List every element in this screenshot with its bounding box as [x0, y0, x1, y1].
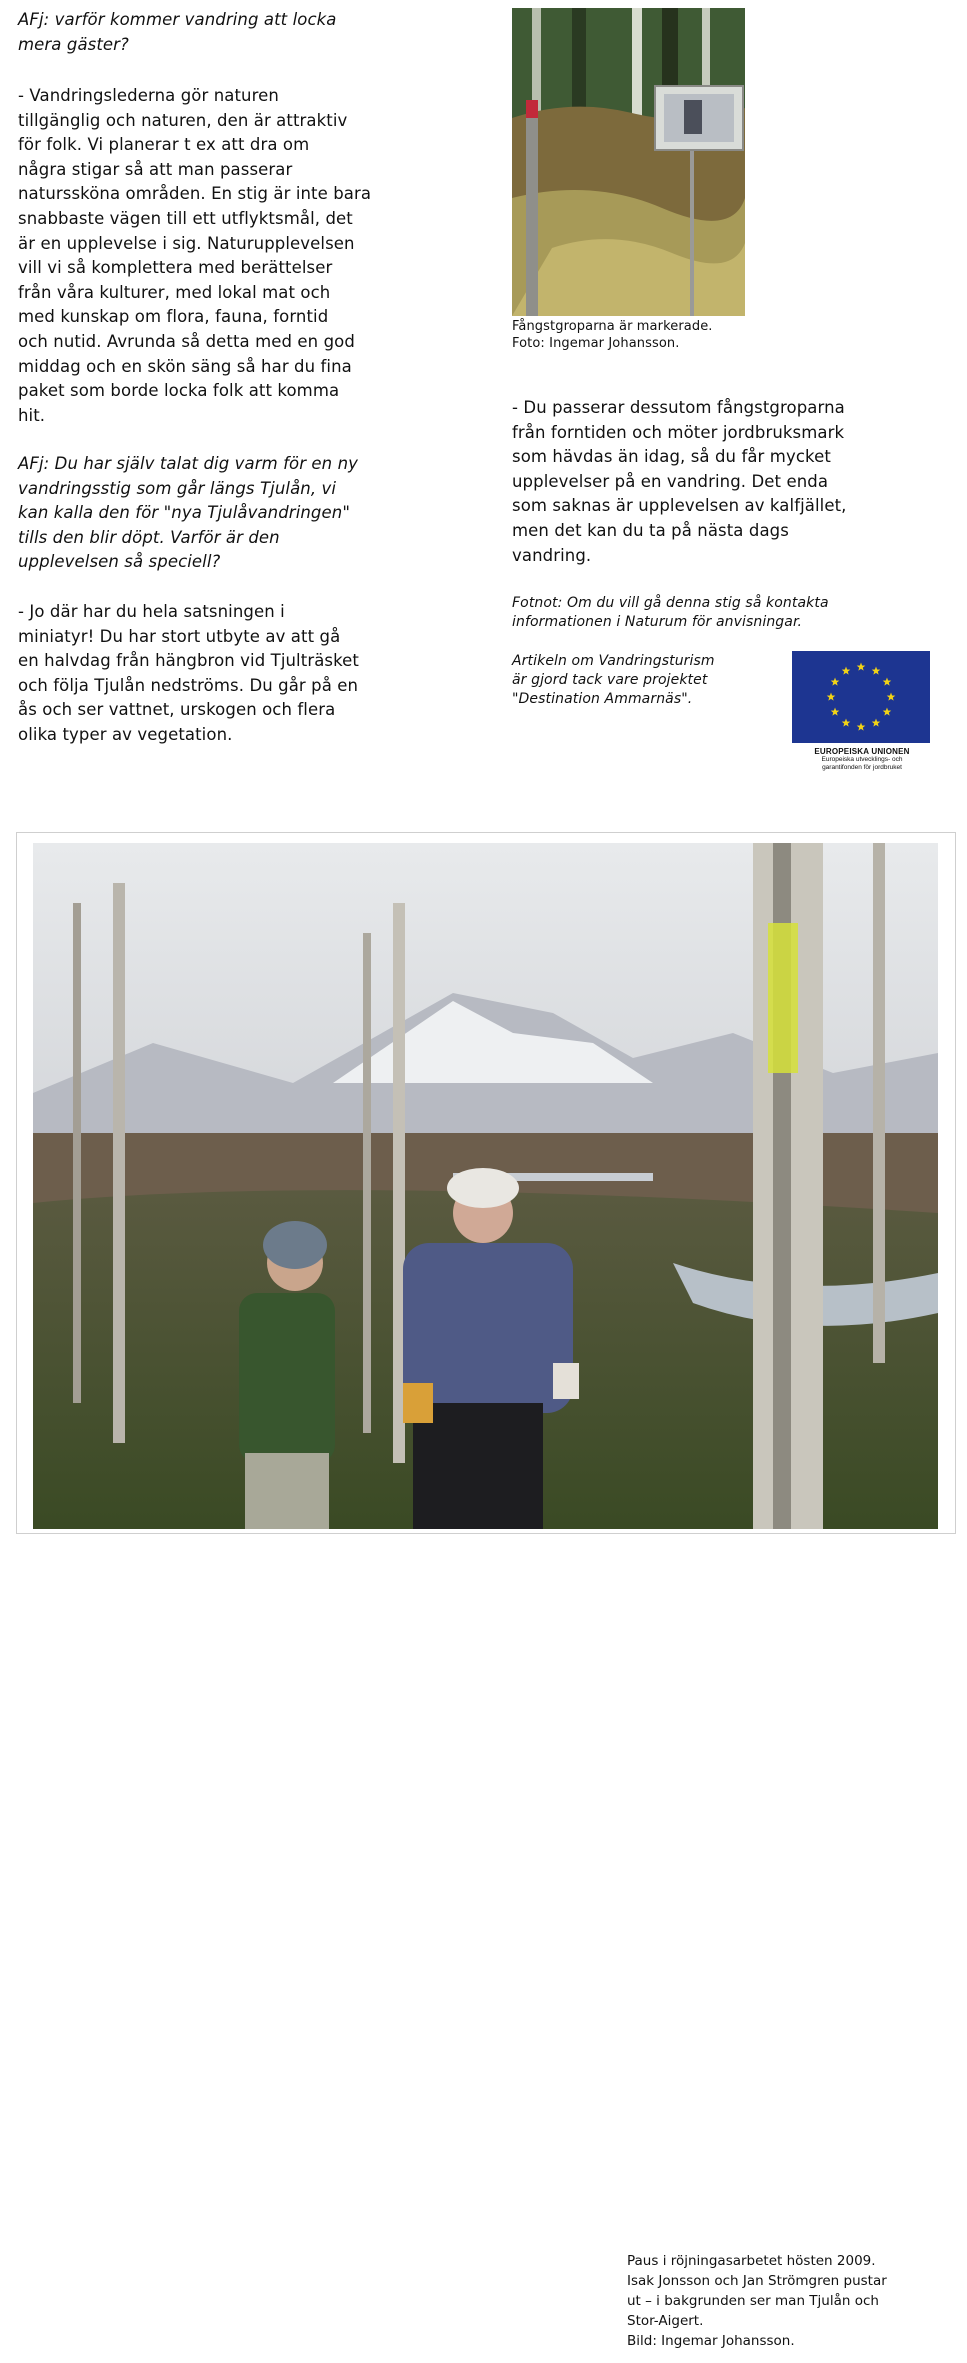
answer-2: - Jo där har du hela satsningen i miniatyr! Du har stort utbyte av att gå en halvdag från hängbron vid Tjulträsket och följa Tjulån nedströms. Du går på en ås och ser vattnet, urskogen och flera olika typer av vegetation.: [18, 602, 359, 744]
project-note: Artikeln om Vandringsturism är gjord tack vare projektet "Destination Ammarnäs".: [512, 653, 715, 707]
answer-1: - Vandringslederna gör naturen tillgänglig och naturen, den är attraktiv för folk. Vi planerar t ex att dra om några stigar så att man passerar naturssköna områden. En stig är inte bara snabbaste vägen till ett utflyktsmål, det är en upplevelse i sig. Naturupplevelsen vill vi så komplettera med berättelser från våra kulturer, med lokal mat och med kunskap om flora, fauna, forntid och nutid. Avrunda så detta med en god middag och en skön säng så har du fina paket som borde locka folk att komma hit.: [18, 86, 372, 425]
bottom-photo-caption: Paus i röjningasarbetet hösten 2009. Isak Jonsson och Jan Strömgren pustar ut – i bakgrunden ser man Tjulån och Stor-Aigert. Bild: Ingemar Johansson.: [619, 2245, 967, 2363]
eu-name: EUROPEISKA UNIONEN: [814, 747, 910, 756]
footnote: Fotnot: Om du vill gå denna stig så kontakta informationen i Naturum för anvisningar.: [512, 595, 829, 630]
hikers-photo: [16, 832, 956, 2349]
question-2: AFj: Du har själv talat dig varm för en ny vandringsstig som går längs Tjulån, vi kan kalla den för "nya Tjulåvandringen" tills den blir döpt. Varför är den upplevelsen så speciell?: [18, 454, 359, 572]
eu-logo: [792, 651, 932, 772]
eu-flag-icon: [792, 651, 930, 743]
photo-caption: Fångstgroparna är markerade. Foto: Ingemar Johansson.: [512, 319, 713, 351]
forest-marker-photo: [512, 8, 745, 316]
question-1: AFj: varför kommer vandring att locka mera gäster?: [18, 10, 337, 54]
answer-continued: - Du passerar dessutom fångstgroparna från forntiden och möter jordbruksmark som hävdas än idag, så du får mycket upplevelser på en vandring. Det enda som saknas är upplevelsen av kalfjället, men det kan du ta på nästa dags vandring.: [512, 398, 847, 565]
eu-subtitle: Europeiska utvecklings- och garantifonden för jordbruket: [821, 756, 903, 771]
